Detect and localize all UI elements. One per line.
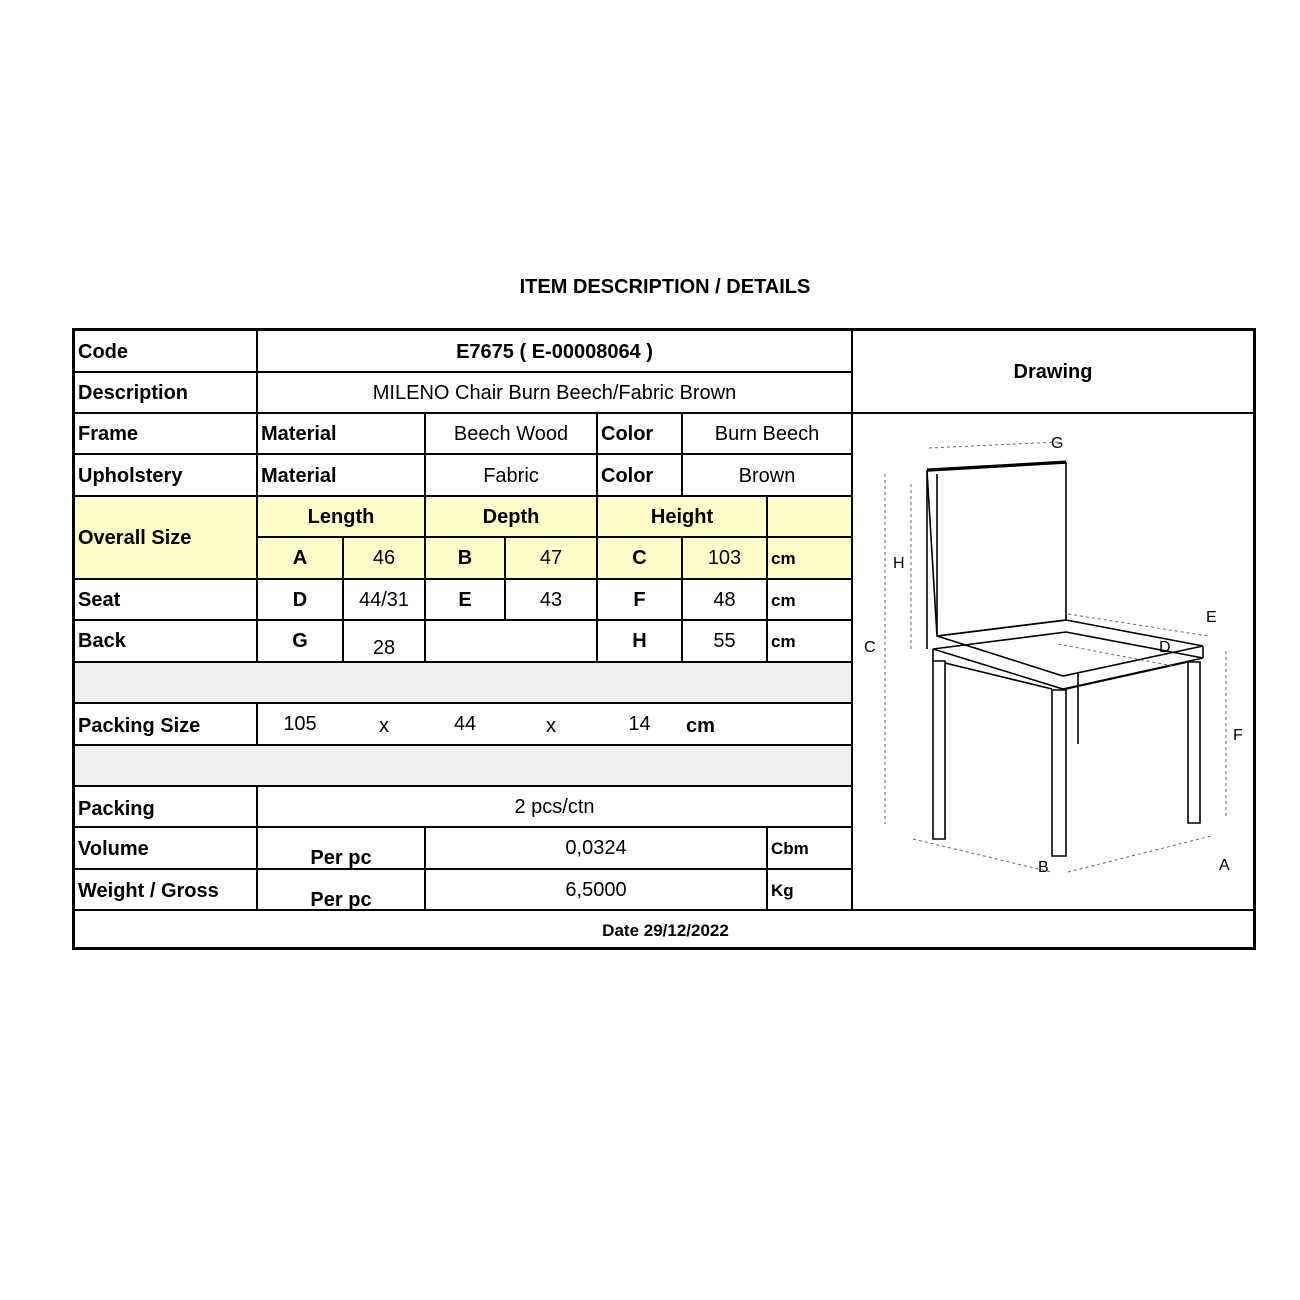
- back-g-value: 28: [372, 637, 396, 659]
- seat-d-value: 44/31: [358, 589, 410, 611]
- back-label: Back: [78, 630, 126, 652]
- drawing-label-g: G: [1051, 435, 1064, 452]
- packing-length: 105: [283, 713, 317, 735]
- height-header: Height: [650, 506, 714, 528]
- length-letter: A: [292, 547, 308, 569]
- packing-height: 14: [628, 713, 651, 735]
- weight-value: 6,5000: [565, 879, 627, 901]
- length-value: 46: [372, 547, 396, 569]
- seat-unit: cm: [771, 590, 796, 610]
- drawing-label-c: C: [864, 639, 876, 656]
- weight-label: Weight / Gross: [78, 880, 219, 902]
- frame-material-label: Material: [261, 423, 337, 445]
- drawing-label-d: D: [1159, 639, 1171, 656]
- frame-label: Frame: [78, 423, 139, 445]
- height-letter: C: [632, 547, 647, 569]
- blank-row-2: [75, 744, 851, 786]
- date: Date 29/12/2022: [602, 921, 729, 940]
- volume-label: Volume: [78, 838, 149, 860]
- packing-size-label: Packing Size: [78, 715, 201, 737]
- seat-f-value: 48: [713, 589, 736, 611]
- seat-d-letter: D: [292, 589, 308, 611]
- chair-drawing: [853, 414, 1253, 908]
- item-details-sheet: [72, 328, 1256, 950]
- drawing-label-a: A: [1219, 857, 1230, 874]
- depth-letter: B: [457, 547, 473, 569]
- depth-header: Depth: [482, 506, 540, 528]
- packing-size-unit: cm: [686, 715, 715, 737]
- packing-x-2: x: [546, 715, 556, 737]
- code-label: Code: [78, 341, 128, 363]
- drawing-label-b: B: [1038, 859, 1049, 876]
- upholstery-color-value: Brown: [738, 464, 796, 487]
- back-right-leg: [1188, 662, 1200, 823]
- backrest: [927, 463, 1066, 636]
- blank-row-1: [75, 661, 851, 703]
- seat-f-letter: F: [633, 589, 646, 611]
- seat-e-value: 43: [539, 589, 563, 611]
- frame-color-value: Burn Beech: [714, 423, 820, 445]
- packing-x-1: x: [379, 715, 389, 737]
- front-right-leg: [1052, 690, 1066, 856]
- height-value: 103: [707, 547, 742, 569]
- packing-value: 2 pcs/ctn: [514, 796, 595, 818]
- seat-label: Seat: [78, 589, 121, 611]
- frame-color-label: Color: [601, 423, 654, 445]
- drawing-label-e: E: [1206, 609, 1217, 626]
- code-value: E7675 ( E-00008064 ): [456, 341, 653, 363]
- drawing-label-f: F: [1233, 727, 1243, 744]
- seat-e-letter: E: [458, 589, 472, 611]
- back-h-letter: H: [632, 630, 647, 652]
- description-value: MILENO Chair Burn Beech/Fabric Brown: [372, 382, 737, 404]
- drawing-label-h: H: [893, 555, 905, 572]
- upholstery-material-value: Fabric: [483, 464, 539, 487]
- back-unit: cm: [771, 631, 796, 651]
- upholstery-color-label: Color: [601, 464, 654, 487]
- overall-size-label: Overall Size: [78, 526, 192, 549]
- front-left-leg: [933, 661, 945, 839]
- description-label: Description: [78, 382, 189, 404]
- length-header: Length: [307, 506, 375, 528]
- packing-label: Packing: [78, 798, 155, 820]
- drawing-heading: Drawing: [1013, 360, 1093, 383]
- volume-value: 0,0324: [565, 837, 627, 859]
- packing-width: 44: [453, 713, 477, 735]
- upholstery-label: Upholstery: [78, 464, 183, 487]
- weight-per-pc: Per pc: [310, 889, 372, 911]
- volume-unit: Cbm: [771, 838, 809, 858]
- back-h-value: 55: [713, 630, 736, 652]
- depth-value: 47: [539, 547, 563, 569]
- weight-unit: Kg: [771, 880, 794, 900]
- volume-per-pc: Per pc: [310, 847, 372, 869]
- page-title: ITEM DESCRIPTION / DETAILS: [519, 276, 811, 298]
- frame-material-value: Beech Wood: [453, 423, 569, 445]
- upholstery-material-label: Material: [261, 464, 337, 487]
- overall-unit: cm: [771, 548, 796, 568]
- back-g-letter: G: [292, 630, 308, 652]
